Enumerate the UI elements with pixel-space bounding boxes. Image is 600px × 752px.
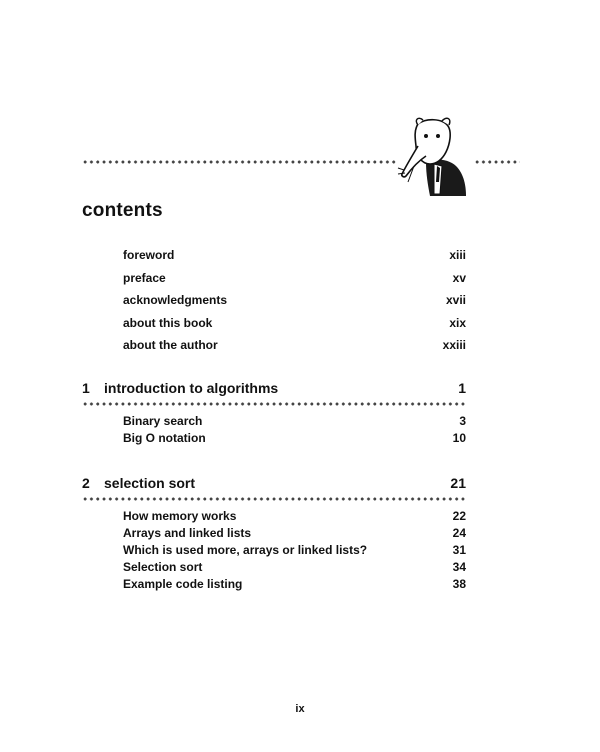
toc-entry-about-this-book[interactable] xyxy=(123,312,466,335)
section-label: How memory works xyxy=(123,509,237,523)
front-matter-list xyxy=(123,244,466,357)
toc-entry-acknowledgments[interactable] xyxy=(123,289,466,312)
dotted-rule-right xyxy=(474,159,520,165)
toc-entry-label: preface xyxy=(123,270,166,285)
toc-entry-page: xv xyxy=(452,270,466,285)
toc-section[interactable] xyxy=(123,525,466,542)
toc-entry-foreword[interactable] xyxy=(123,244,466,267)
section-label: Example code listing xyxy=(123,577,243,591)
section-page: 3 xyxy=(459,414,466,428)
section-label: Arrays and linked lists xyxy=(123,526,252,540)
toc-section[interactable] xyxy=(123,413,466,430)
chapter-number: 1 xyxy=(82,380,90,396)
toc-entry-page: xvii xyxy=(445,293,466,307)
chapter-number: 2 xyxy=(82,475,90,491)
chapter-dotted-rule xyxy=(82,496,466,502)
toc-section[interactable] xyxy=(123,508,466,525)
toc-entry-label: about the author xyxy=(123,338,218,352)
chapter-heading[interactable] xyxy=(82,472,466,494)
section-page: 22 xyxy=(452,509,466,523)
chapter-title: introduction to algorithms xyxy=(104,380,279,396)
toc-entry-label: about this book xyxy=(123,315,213,330)
section-page: 31 xyxy=(452,543,466,557)
page-number-footer: ix xyxy=(295,703,305,715)
toc-entry-page: xiii xyxy=(449,248,466,262)
toc-entry-preface[interactable] xyxy=(123,267,466,290)
toc-section[interactable] xyxy=(123,430,466,447)
section-page: 24 xyxy=(452,526,466,540)
toc-entry-page: xxiii xyxy=(442,338,466,352)
toc-section[interactable] xyxy=(123,542,466,559)
section-label: Big O notation xyxy=(123,431,206,445)
chapter-title: selection sort xyxy=(104,475,196,491)
section-page: 34 xyxy=(452,560,466,574)
chapter-dotted-rule xyxy=(82,401,466,407)
section-page: 10 xyxy=(452,431,466,445)
toc-entry-about-the-author[interactable] xyxy=(123,334,466,357)
chapter-page: 1 xyxy=(458,380,466,396)
chapter-heading[interactable] xyxy=(82,377,466,399)
chapter-page: 21 xyxy=(450,475,466,491)
toc-entry-label: acknowledgments xyxy=(123,293,228,307)
page-title: contents xyxy=(82,200,163,221)
toc-section[interactable] xyxy=(123,576,466,593)
dotted-rule-left xyxy=(82,159,396,165)
section-label: Binary search xyxy=(123,414,203,428)
toc-entry-page: xix xyxy=(449,315,466,330)
section-list xyxy=(123,508,466,593)
section-list xyxy=(123,413,466,447)
chapter-2 xyxy=(82,472,466,593)
section-label: Which is used more, arrays or linked lists? xyxy=(123,543,368,557)
anteater-illustration-icon xyxy=(396,116,470,196)
toc-entry-label: foreword xyxy=(123,248,175,262)
section-page: 38 xyxy=(452,577,466,591)
toc-section[interactable] xyxy=(123,559,466,576)
section-label: Selection sort xyxy=(123,560,203,574)
chapter-1 xyxy=(82,377,466,447)
